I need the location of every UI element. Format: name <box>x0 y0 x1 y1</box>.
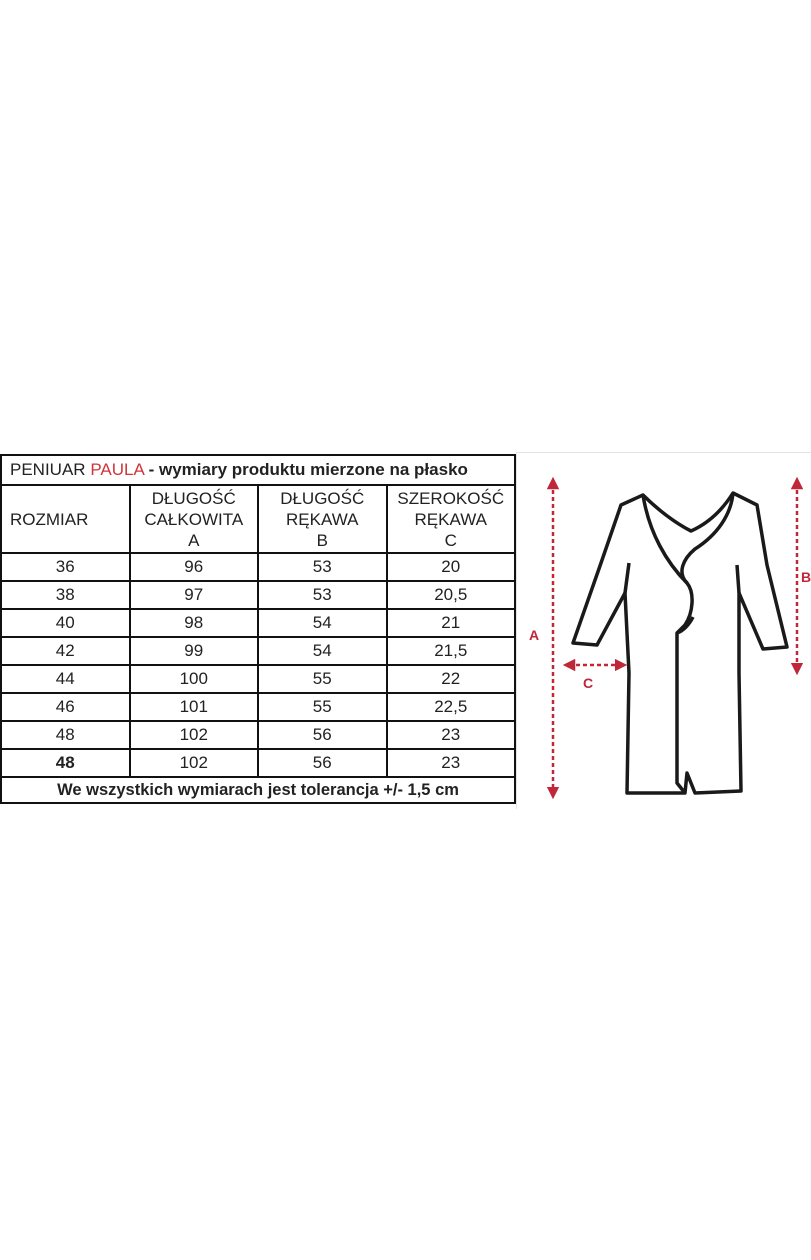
table-row <box>1 749 515 777</box>
size-table-wrapper <box>0 454 516 804</box>
header-total-length: DŁUGOŚĆ CAŁKOWITA A <box>130 485 259 553</box>
table-cell: 99 <box>130 637 259 665</box>
garment-drawing <box>517 453 811 809</box>
table-cell: 22,5 <box>387 693 516 721</box>
table-cell: 38 <box>1 581 130 609</box>
title-product: PENIUAR <box>10 460 86 479</box>
robe-outline <box>573 493 787 793</box>
table-cell: 36 <box>1 553 130 581</box>
table-cell: 20,5 <box>387 581 516 609</box>
dimension-b-label: B <box>801 569 811 585</box>
table-row <box>1 665 515 693</box>
table-row <box>1 553 515 581</box>
title-product-name: PAULA <box>90 460 144 479</box>
table-title <box>1 455 515 485</box>
table-cell: 53 <box>258 553 387 581</box>
table-cell: 42 <box>1 637 130 665</box>
table-cell: 23 <box>387 721 516 749</box>
table-cell: 55 <box>258 665 387 693</box>
table-header-row <box>1 485 515 553</box>
table-cell: 102 <box>130 749 259 777</box>
dimension-a-label: A <box>529 627 540 643</box>
table-row <box>1 637 515 665</box>
table-cell: 48 <box>1 721 130 749</box>
dimension-c-label: C <box>583 675 594 691</box>
table-cell: 56 <box>258 749 387 777</box>
table-cell: 55 <box>258 693 387 721</box>
header-size: ROZMIAR <box>1 485 130 553</box>
table-cell: 23 <box>387 749 516 777</box>
table-cell: 54 <box>258 609 387 637</box>
size-chart-sheet <box>0 452 810 808</box>
table-cell: 56 <box>258 721 387 749</box>
table-row <box>1 609 515 637</box>
table-cell: 53 <box>258 581 387 609</box>
title-description: - wymiary produktu mierzone na płasko <box>148 460 468 479</box>
table-row <box>1 581 515 609</box>
table-cell: 46 <box>1 693 130 721</box>
table-cell: 102 <box>130 721 259 749</box>
table-cell: 40 <box>1 609 130 637</box>
table-cell: 100 <box>130 665 259 693</box>
table-cell: 98 <box>130 609 259 637</box>
table-cell: 96 <box>130 553 259 581</box>
table-cell: 21 <box>387 609 516 637</box>
table-row <box>1 693 515 721</box>
header-sleeve-length: DŁUGOŚĆ RĘKAWA B <box>258 485 387 553</box>
table-cell: 21,5 <box>387 637 516 665</box>
table-row <box>1 721 515 749</box>
table-cell: 54 <box>258 637 387 665</box>
table-cell: 44 <box>1 665 130 693</box>
garment-diagram <box>516 452 811 809</box>
table-cell: 97 <box>130 581 259 609</box>
table-cell: 20 <box>387 553 516 581</box>
table-cell: 22 <box>387 665 516 693</box>
header-sleeve-width: SZEROKOŚĆ RĘKAWA C <box>387 485 516 553</box>
table-cell: 101 <box>130 693 259 721</box>
size-table <box>0 454 516 804</box>
table-cell: 48 <box>1 749 130 777</box>
tolerance-note: We wszystkich wymiarach jest tolerancja +/- 1,5 cm <box>1 777 515 803</box>
